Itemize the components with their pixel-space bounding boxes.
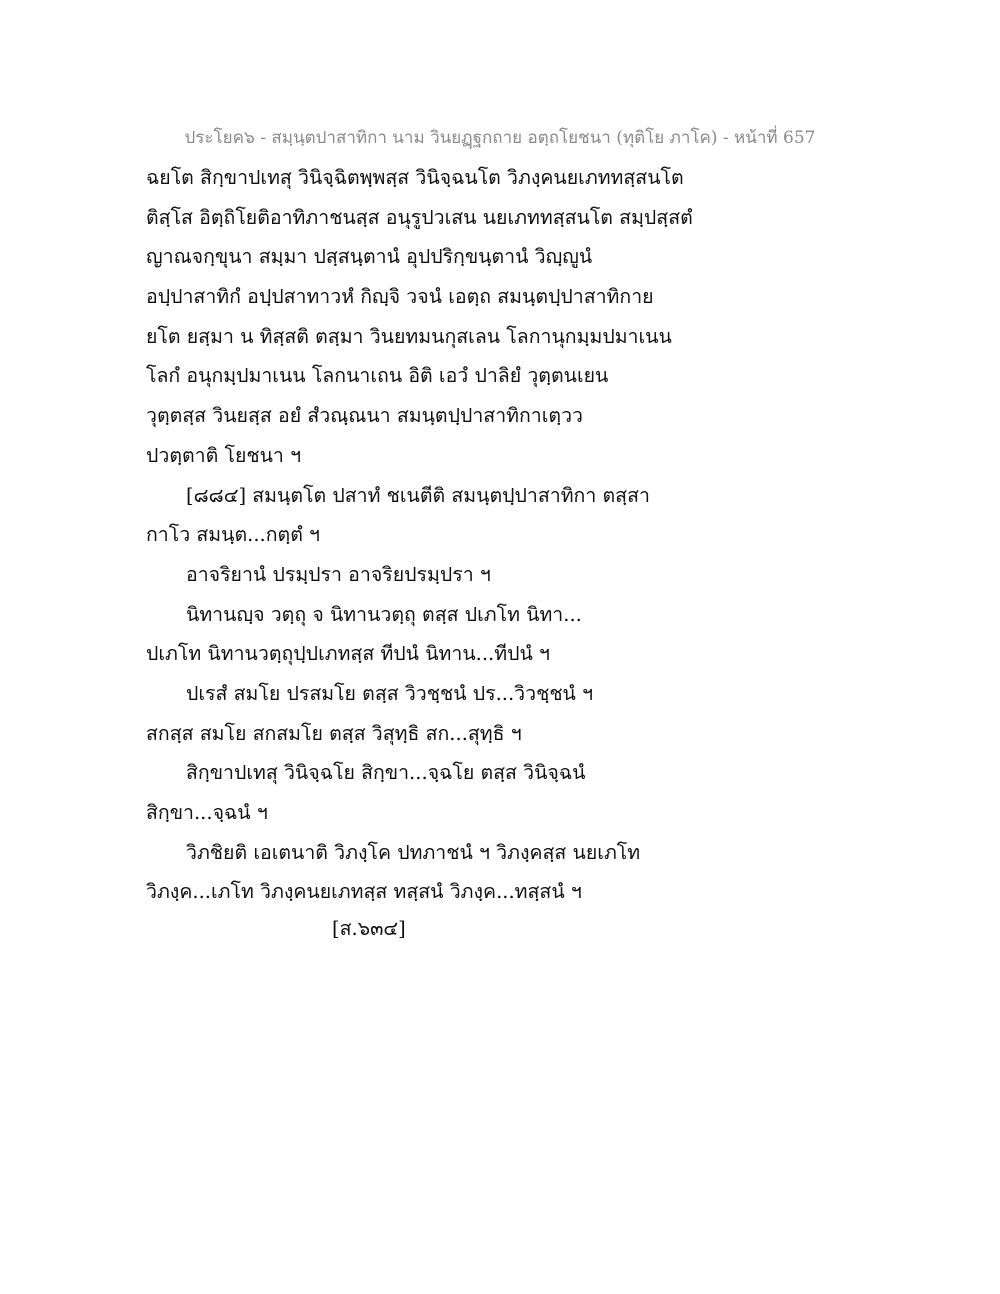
text-line: ฉยโต สิกฺขาปเทสุ วินิจฺฉิตพฺพสฺส วินิจฺฉนโต วิภงฺคนยเภททสฺสนโต: [146, 166, 684, 189]
text-line: ปเรสํ สมโย ปรสมโย ตสฺส วิวชฺชนํ ปร...วิวชฺชนํ ฯ: [186, 681, 594, 705]
text-line: ปเภโท นิทานวตฺถุปฺปเภทสฺส ทีปนํ นิทาน...ทีปนํ ฯ: [146, 642, 550, 666]
text-line: วุตฺตสฺส วินยสฺส อยํ สํวณฺณนา สมนฺตปฺปาสาทิกาเตฺวว: [146, 404, 583, 428]
body-text: [146, 158, 906, 912]
text-line: สิกฺขาปเทสุ วินิจฺฉโย สิกฺขา...จฺฉโย ตสฺส วินิจฺฉนํ: [186, 761, 586, 785]
page-header: ประโยค๖ - สมฺนฺตปาสาทิกา นาม วินยฏฺฐกถาย อตฺถโยชนา (ทุติโย ภาโค) - หน้าที่ 657: [184, 128, 816, 148]
text-line: ติสฺโส อิตฺถิโยติอาทิภาชนสฺส อนุรูปวเสน นยเภททสฺสนโต สมฺปสฺสตํ: [146, 205, 693, 229]
text-line: อปฺปาสาทิกํ อปฺปสาทาวหํ กิญฺจิ วจนํ เอตฺถ สมนฺตปฺปาสาทิกาย: [146, 285, 654, 309]
text-line: วิภงฺค...เภโท วิภงฺคนยเภทสฺส ทสฺสนํ วิภงฺค...ทสฺสนํ ฯ: [146, 880, 582, 904]
text-line: วิภชิยติ เอเตนาติ วิภงฺโค ปทภาชนํ ฯ วิภงฺคสฺส นยเภโท: [186, 840, 641, 864]
text-line: สิกฺขา...จฺฉนํ ฯ: [146, 801, 268, 824]
text-line: ยโต ยสฺมา น ทิสฺสติ ตสฺมา วินยทมนกุสเลน โลกานุกมฺมปมาเนน: [146, 324, 672, 348]
text-line: โลกํ อนุกมฺปมาเนน โลกนาเถน อิติ เอวํ ปาลิยํ วุตฺตนเยน: [146, 364, 609, 388]
text-line: ปวตฺตาติ โยชนา ฯ: [146, 443, 302, 467]
text-line: [๘๘๔] สมนฺตโต ปสาทํ ชเนตีติ สมนฺตปฺปาสาทิกา ตสฺสา: [186, 483, 650, 507]
text-line: นิทานญฺจ วตฺถุ จ นิทานวตฺถุ ตสฺส ปเภโท นิทา...: [186, 602, 582, 626]
text-line: กาโว สมนฺต...กตฺตํ ฯ: [146, 523, 321, 547]
page-reference: [ส.๖๓๔]: [332, 917, 406, 940]
text-line: สกสฺส สมโย สกสมโย ตสฺส วิสุทฺธิ สก...สุทฺธิ ฯ: [146, 721, 522, 745]
text-line: อาจริยานํ ปรมฺปรา อาจริยปรมฺปรา ฯ: [186, 562, 491, 586]
text-line: ญาณจกฺขุนา สมฺมา ปสฺสนฺตานํ อุปปริกฺขนฺตานํ วิญฺญูนํ: [146, 245, 593, 269]
